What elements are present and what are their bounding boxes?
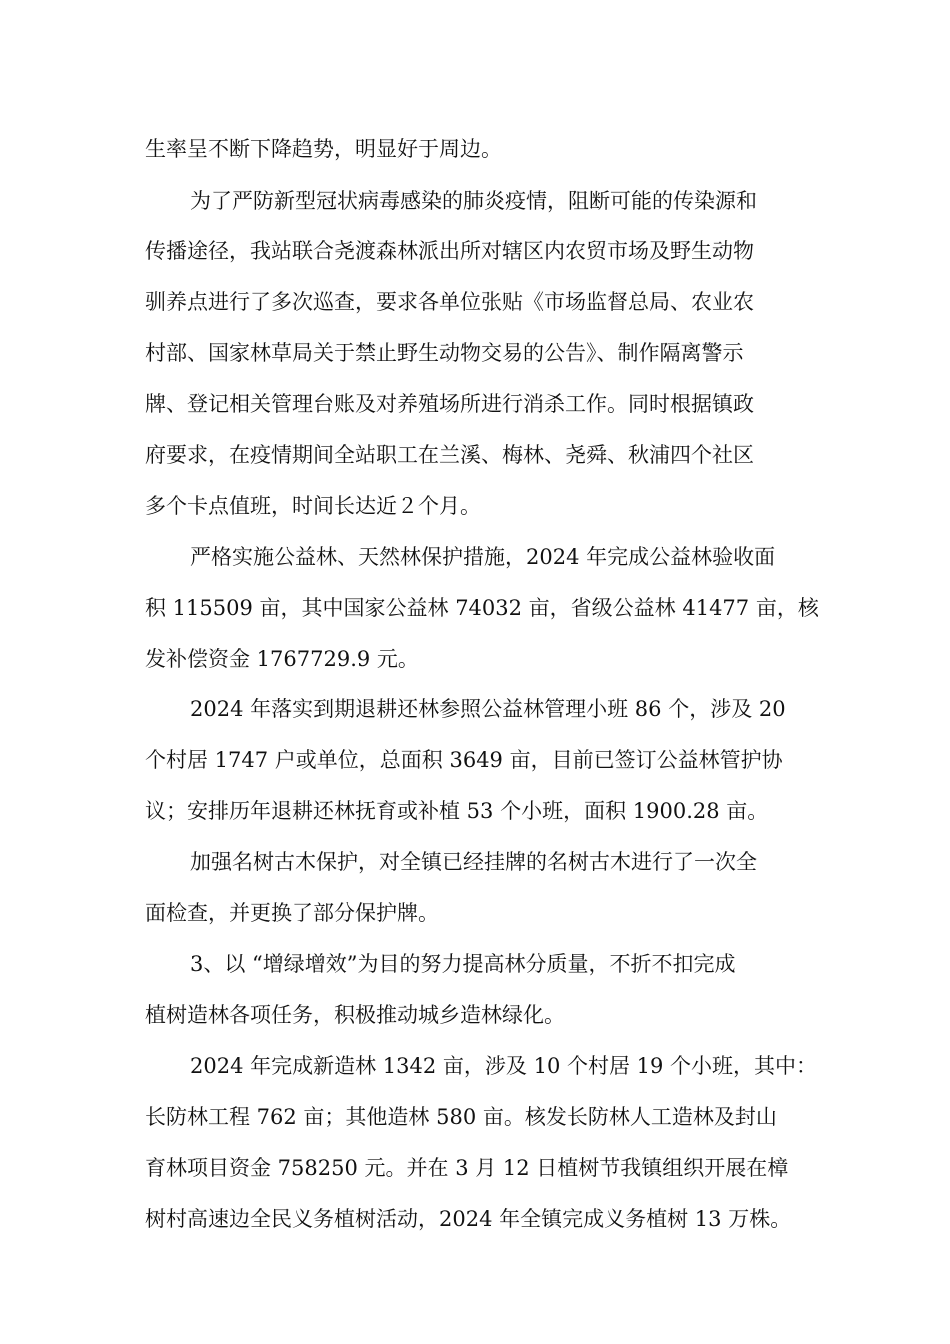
text-line: 驯养点进行了多次巡查，要求各单位张贴《市场监督总局、农业农 bbox=[145, 290, 754, 314]
text-line: 村部、国家林草局关于禁止野生动物交易的公告》、制作隔离警示 bbox=[145, 341, 744, 365]
paragraph-first-line: 加强名树古木保护，对全镇已经挂牌的名树古木进行了一次全 bbox=[190, 850, 757, 874]
text-line: 积 115509 亩，其中国家公益林 74032 亩，省级公益林 41477 亩，核 bbox=[145, 596, 819, 620]
text-line: 议；安排历年退耕还林抚育或补植 53 个小班，面积 1900.28 亩。 bbox=[145, 799, 769, 823]
paragraph-first-line: 2024 年完成新造林 1342 亩，涉及 10 个村居 19 个小班，其中： bbox=[190, 1054, 818, 1078]
text-line: 牌、登记相关管理台账及对养殖场所进行消杀工作。同时根据镇政 bbox=[145, 392, 754, 416]
paragraph-first-line: 为了严防新型冠状病毒感染的肺炎疫情，阻断可能的传染源和 bbox=[190, 189, 757, 213]
text-line: 生率呈不断下降趋势，明显好于周边。 bbox=[145, 137, 502, 161]
text-line: 发补偿资金 1767729.9 元。 bbox=[145, 647, 419, 671]
text-line: 府要求，在疫情期间全站职工在兰溪、梅林、尧舜、秋浦四个社区 bbox=[145, 443, 754, 467]
text-line: 多个卡点值班，时间长达近２个月。 bbox=[145, 494, 481, 518]
text-line: 育林项目资金 758250 元。并在 3 月 12 日植树节我镇组织开展在樟 bbox=[145, 1156, 789, 1180]
paragraph-first-line: 2024 年落实到期退耕还林参照公益林管理小班 86 个，涉及 20 bbox=[190, 697, 786, 721]
text-line: 传播途径，我站联合尧渡森林派出所对辖区内农贸市场及野生动物 bbox=[145, 239, 754, 263]
text-line: 长防林工程 762 亩；其他造林 580 亩。核发长防林人工造林及封山 bbox=[145, 1105, 777, 1129]
section-heading: 3、以 “增绿增效”为目的努力提高林分质量，不折不扣完成 bbox=[190, 952, 736, 976]
text-line: 面检查，并更换了部分保护牌。 bbox=[145, 901, 439, 925]
text-line: 个村居 1747 户或单位，总面积 3649 亩，目前已签订公益林管护协 bbox=[145, 748, 783, 772]
text-line: 树村高速边全民义务植树活动，2024 年全镇完成义务植树 13 万株。 bbox=[145, 1207, 792, 1231]
section-heading-continued: 植树造林各项任务，积极推动城乡造林绿化。 bbox=[145, 1003, 565, 1027]
paragraph-first-line: 严格实施公益林、天然林保护措施，2024 年完成公益林验收面 bbox=[190, 545, 776, 569]
